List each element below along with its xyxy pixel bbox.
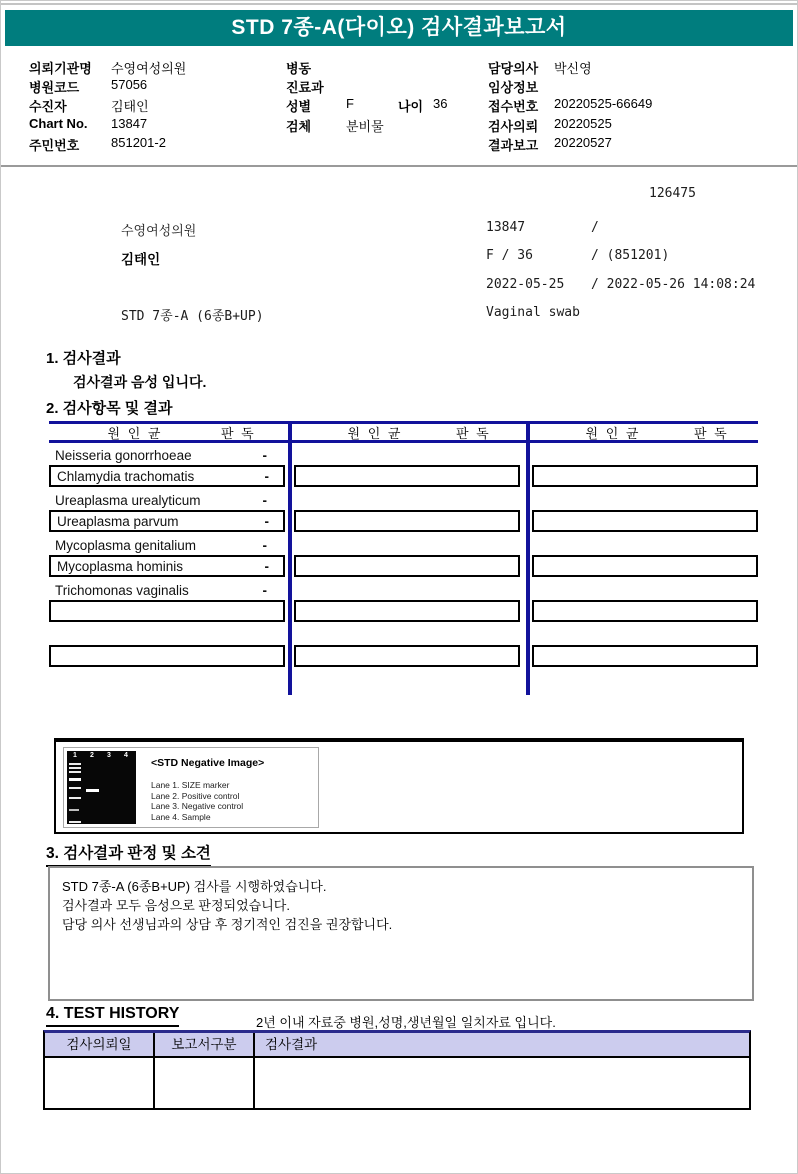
gel-marker-band bbox=[69, 778, 81, 781]
summary-slash: / bbox=[591, 220, 599, 235]
results-col2-header bbox=[294, 424, 520, 440]
gel-legend-lane4: Lane 4. Sample bbox=[151, 811, 211, 822]
empty-result-box bbox=[294, 555, 520, 577]
history-cell bbox=[255, 1058, 749, 1108]
empty-result-box bbox=[294, 510, 520, 532]
opinion-line-2: 검사결과 모두 음성으로 판정되었습니다. bbox=[62, 898, 290, 913]
summary-report-datetime: / 2022-05-26 14:08:24 bbox=[591, 277, 756, 292]
result-row-chlamydia bbox=[49, 465, 285, 487]
gel-marker-band bbox=[69, 767, 81, 769]
info-value-specimen: 분비물 bbox=[346, 119, 384, 134]
opinion-box bbox=[48, 866, 754, 1001]
info-label-resident-no: 주민번호 bbox=[29, 138, 80, 153]
test-history-table bbox=[43, 1030, 751, 1110]
opinion-line-1: STD 7종-A (6종B+UP) 검사를 시행하였습니다. bbox=[62, 879, 327, 894]
empty-result-box bbox=[532, 555, 758, 577]
organism-result: - bbox=[262, 492, 267, 508]
gel-marker-band bbox=[69, 821, 81, 823]
gel-marker-band bbox=[69, 797, 81, 799]
history-empty-row bbox=[45, 1058, 749, 1108]
empty-result-box bbox=[532, 645, 758, 667]
info-value-doctor: 박신영 bbox=[554, 61, 592, 76]
gel-marker-band bbox=[69, 763, 81, 765]
gel-lane-number: 3 bbox=[107, 752, 111, 759]
summary-patient-name: 김태인 bbox=[121, 252, 161, 268]
result-row-ureaplasma-p bbox=[49, 510, 285, 532]
empty-result-box bbox=[49, 645, 285, 667]
empty-result-box bbox=[532, 600, 758, 622]
organism-result: - bbox=[264, 513, 269, 529]
result-row-ureaplasma-u bbox=[51, 490, 283, 510]
section1-heading: 1. 검사결과 bbox=[46, 350, 121, 367]
history-header-request-date: 검사의뢰일 bbox=[45, 1033, 155, 1058]
gel-marker-band bbox=[69, 809, 79, 811]
history-header-result: 검사결과 bbox=[255, 1033, 749, 1058]
empty-result-box bbox=[294, 600, 520, 622]
doc-number: 126475 bbox=[649, 186, 696, 201]
organism-result: - bbox=[262, 537, 267, 553]
section-divider bbox=[1, 165, 798, 167]
info-label-department: 진료과 bbox=[286, 80, 324, 95]
col1-organism-header: 원 인 균 bbox=[107, 425, 163, 441]
history-note: 2년 이내 자료중 병원,성명,생년월일 일치자료 입니다. bbox=[256, 1015, 556, 1030]
gel-lane-number: 2 bbox=[90, 752, 94, 759]
info-value-chart-no: 13847 bbox=[111, 116, 148, 131]
result-row-mycoplasma-h bbox=[49, 555, 285, 577]
section4-heading: 4. TEST HISTORY bbox=[46, 1005, 179, 1027]
section1-result-text: 검사결과 음성 입니다. bbox=[73, 374, 207, 390]
organism-name: Chlamydia trachomatis bbox=[57, 468, 195, 484]
info-label-hospital-code: 병원코드 bbox=[29, 80, 80, 95]
section3-heading: 3. 검사결과 판정 및 소견 bbox=[46, 841, 211, 867]
col2-reading-header: 판 독 bbox=[456, 425, 491, 441]
col1-reading-header: 판 독 bbox=[221, 425, 256, 441]
empty-result-box bbox=[294, 465, 520, 487]
history-cell bbox=[155, 1058, 255, 1108]
organism-result: - bbox=[264, 558, 269, 574]
report-title-bar bbox=[5, 10, 793, 46]
section2-heading: 2. 검사항목 및 결과 bbox=[46, 400, 173, 417]
info-value-hospital-code: 57056 bbox=[111, 77, 148, 92]
info-label-doctor: 담당의사 bbox=[488, 61, 539, 76]
col3-organism-header: 원 인 균 bbox=[585, 425, 641, 441]
organism-name: Mycoplasma hominis bbox=[57, 558, 184, 574]
info-label-clinic: 의뢰기관명 bbox=[29, 61, 92, 76]
info-value-report-date: 20220527 bbox=[554, 135, 612, 150]
organism-result: - bbox=[262, 582, 267, 598]
info-value-receipt-no: 20220525-66649 bbox=[554, 96, 653, 111]
results-column-divider-2 bbox=[526, 421, 530, 695]
empty-result-box bbox=[294, 645, 520, 667]
organism-result: - bbox=[262, 447, 267, 463]
info-label-request-date: 검사의뢰 bbox=[488, 119, 539, 134]
info-label-chart-no: Chart No. bbox=[29, 116, 88, 131]
info-value-request-date: 20220525 bbox=[554, 116, 612, 131]
report-title: STD 7종-A(다이오) 검사결과보고서 bbox=[231, 16, 567, 39]
gel-lane-number: 1 bbox=[73, 752, 77, 759]
info-label-age: 나이 bbox=[398, 99, 424, 114]
results-column-divider-1 bbox=[288, 421, 292, 695]
info-label-clinical-info: 임상정보 bbox=[488, 80, 539, 95]
empty-result-box bbox=[49, 600, 285, 622]
gel-lane-number: 4 bbox=[124, 752, 128, 759]
organism-name: Mycoplasma genitalium bbox=[55, 537, 197, 553]
history-header-report-type: 보고서구분 bbox=[155, 1033, 255, 1058]
info-value-patient: 김태인 bbox=[111, 99, 149, 114]
organism-name: Neisseria gonorrhoeae bbox=[55, 447, 192, 463]
organism-name: Ureaplasma urealyticum bbox=[55, 492, 201, 508]
organism-name: Trichomonas vaginalis bbox=[55, 582, 189, 598]
gel-marker-band bbox=[69, 787, 81, 789]
summary-birth: / (851201) bbox=[591, 248, 670, 263]
gel-image-title: <STD Negative Image> bbox=[151, 757, 265, 769]
summary-specimen: Vaginal swab bbox=[486, 305, 580, 320]
summary-request-date: 2022-05-25 bbox=[486, 277, 565, 292]
info-value-sex: F bbox=[346, 96, 354, 111]
summary-test-name: STD 7종-A (6종B+UP) bbox=[121, 309, 264, 324]
info-label-patient: 수진자 bbox=[29, 99, 67, 114]
results-table-header bbox=[49, 421, 758, 443]
info-value-age: 36 bbox=[433, 96, 448, 111]
info-value-resident-no: 851201-2 bbox=[111, 135, 166, 150]
col3-reading-header: 판 독 bbox=[694, 425, 729, 441]
info-label-ward: 병동 bbox=[286, 61, 312, 76]
summary-sex-age: F / 36 bbox=[486, 248, 533, 263]
gel-legend-lane1: Lane 1. SIZE marker bbox=[151, 780, 230, 790]
gel-sample-band bbox=[86, 789, 99, 792]
result-row-trichomonas bbox=[51, 580, 283, 600]
gel-legend-lane2: Lane 2. Positive control bbox=[151, 790, 240, 801]
gel-marker-band bbox=[69, 771, 81, 773]
result-row-neisseria bbox=[51, 445, 283, 465]
results-col3-header bbox=[532, 424, 758, 440]
empty-result-box bbox=[532, 465, 758, 487]
opinion-line-3: 담당 의사 선생님과의 상담 후 정기적인 검진을 권장합니다. bbox=[62, 917, 393, 932]
result-row-mycoplasma-g bbox=[51, 535, 283, 555]
results-col1-header bbox=[49, 424, 285, 440]
history-cell bbox=[45, 1058, 155, 1108]
summary-clinic: 수영여성의원 bbox=[121, 224, 197, 239]
info-label-sex: 성별 bbox=[286, 99, 312, 114]
info-label-receipt-no: 접수번호 bbox=[488, 99, 539, 114]
col2-organism-header: 원 인 균 bbox=[347, 425, 403, 441]
summary-chart-no: 13847 bbox=[486, 220, 526, 235]
history-header-row bbox=[45, 1033, 749, 1058]
organism-result: - bbox=[264, 468, 269, 484]
info-label-specimen: 검체 bbox=[286, 119, 312, 134]
organism-name: Ureaplasma parvum bbox=[57, 513, 179, 529]
info-label-report-date: 결과보고 bbox=[488, 138, 539, 153]
gel-legend-lane3: Lane 3. Negative control bbox=[151, 801, 244, 811]
info-value-clinic: 수영여성의원 bbox=[111, 61, 187, 76]
empty-result-box bbox=[532, 510, 758, 532]
top-divider bbox=[1, 3, 797, 5]
